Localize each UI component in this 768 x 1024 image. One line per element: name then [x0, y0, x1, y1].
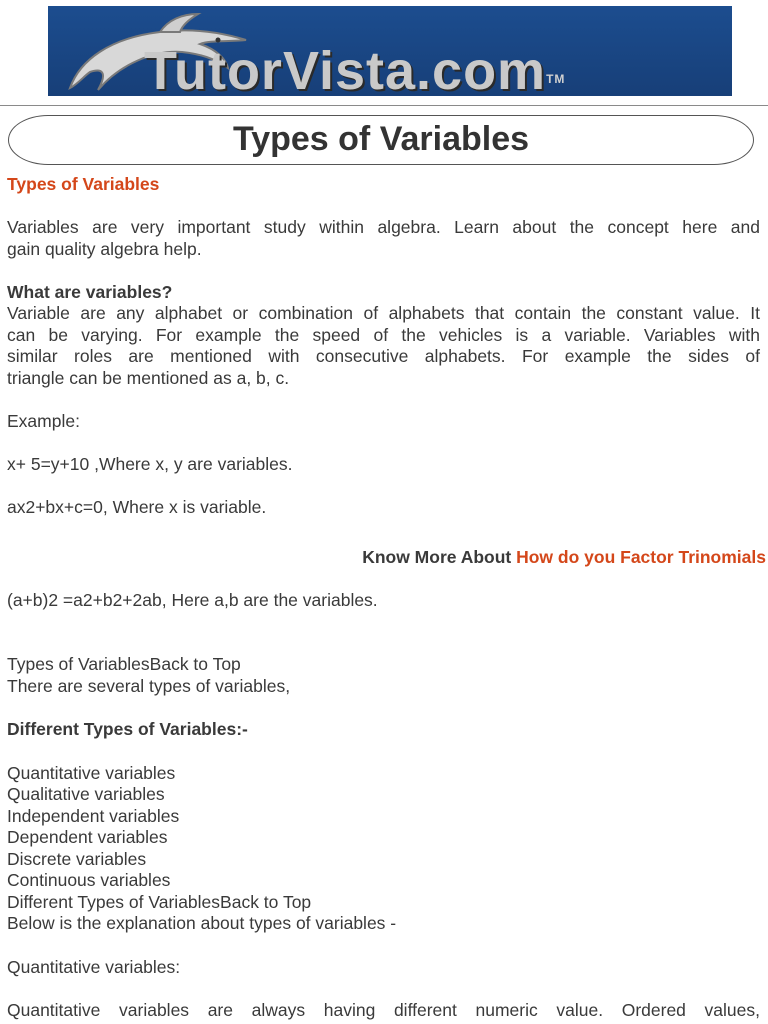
definition-line-2: can be varying. For example the speed of the vehicles is a variable. Variables with [7, 325, 760, 345]
intro-line-1: Variables are very important study within algebra. Learn about the concept here and [7, 217, 760, 237]
types-heading: Different Types of Variables:- [7, 719, 248, 739]
list-item: Dependent variables [7, 827, 168, 847]
list-item: Quantitative variables [7, 763, 176, 783]
definition-line-4: triangle can be mentioned as a, b, c. [7, 368, 290, 388]
question-heading: What are variables? [7, 282, 173, 302]
several-types: There are several types of variables, [7, 676, 291, 696]
example-label: Example: [7, 411, 80, 431]
header-banner [48, 6, 732, 96]
definition-line-1: Variable are any alphabet or combination of alphabets that contain the constant value. It [7, 303, 760, 323]
intro-line-2: gain quality algebra help. [7, 239, 202, 259]
example-2: ax2+bx+c=0, Where x is variable. [7, 497, 267, 517]
definition-line-3: similar roles are mentioned with consecutive alphabets. For example the sides of [7, 346, 760, 366]
back-to-top-2[interactable]: Different Types of VariablesBack to Top [7, 892, 312, 912]
header-divider [0, 105, 768, 106]
list-item: Continuous variables [7, 870, 171, 890]
example-1: x+ 5=y+10 ,Where x, y are variables. [7, 454, 293, 474]
list-item: Discrete variables [7, 849, 147, 869]
explanation-line: Below is the explanation about types of variables - [7, 913, 397, 933]
brand-name: TutorVista.com™ [144, 41, 566, 96]
title-box [8, 115, 754, 165]
example-3: (a+b)2 =a2+b2+2ab, Here a,b are the variables. [7, 590, 378, 610]
list-item: Qualitative variables [7, 784, 165, 804]
list-item: Independent variables [7, 806, 180, 826]
page-title: Types of Variables [232, 120, 530, 158]
know-more-link[interactable]: How do you Factor Trinomials [516, 547, 766, 567]
quantitative-heading: Quantitative variables: [7, 957, 181, 977]
section-heading: Types of Variables [7, 174, 160, 194]
know-more: Know More About How do you Factor Trinomials [362, 547, 766, 567]
back-to-top-1[interactable]: Types of VariablesBack to Top [7, 654, 241, 674]
quantitative-line-1: Quantitative variables are always having different numeric value. Ordered values, [7, 1000, 760, 1020]
